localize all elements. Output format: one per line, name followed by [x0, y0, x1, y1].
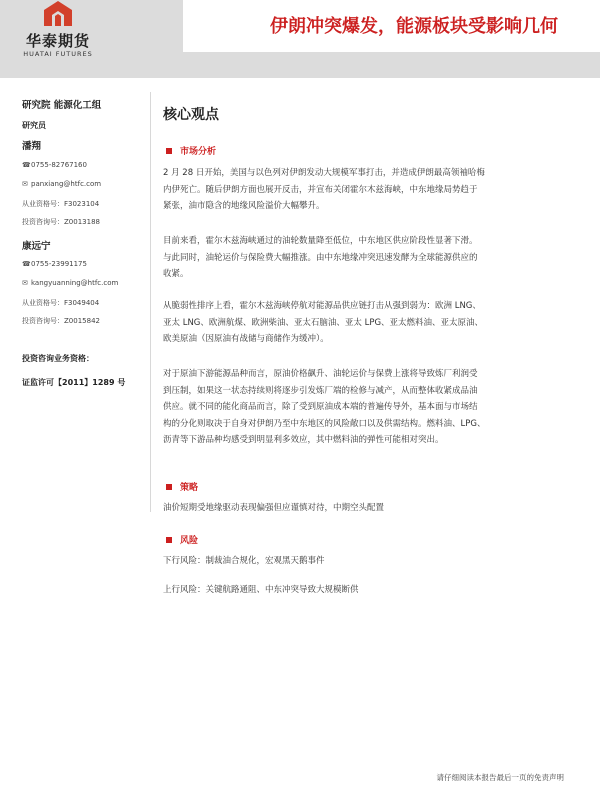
market-paragraph	[163, 366, 573, 449]
analyst-email[interactable]	[22, 279, 118, 287]
downside-risk-text: 下行风险：制裁油合规化，宏观黑天鹅事件	[163, 556, 325, 566]
qualification-value: 证监许可【2011】1289 号	[22, 378, 126, 387]
strategy-heading	[163, 476, 198, 495]
analyst-phone-number: 0755-23991175	[31, 260, 87, 268]
analyst-email-address[interactable]: panxiang@htfc.com	[31, 180, 102, 188]
analyst-phone	[22, 161, 87, 169]
market-analysis-heading	[163, 140, 216, 159]
title-banner	[183, 0, 600, 52]
huatai-logo-icon	[41, 0, 75, 26]
analyst-phone-number: 0755-82767160	[31, 161, 87, 169]
analyst-name: 潘翔	[22, 141, 42, 152]
envelope-icon: ✉	[22, 180, 28, 188]
sidebar-divider	[150, 92, 151, 512]
analyst-invest-cert: 投资咨询号：Z0015842	[22, 317, 100, 325]
paragraph-line: 2 月 28 日开始，美国与以色列对伊朗发动大规模军事打击，并造成伊朗最高领袖哈梅	[163, 168, 485, 178]
department-label: 研究院 能源化工组	[22, 100, 102, 111]
paragraph-line: 亚太 LNG、欧洲航煤、欧洲柴油、亚太石脑油、亚太 LPG、亚太燃料油、亚太原油、	[163, 317, 484, 328]
heading-label: 风险	[180, 536, 199, 546]
analyst-email-address[interactable]: kangyuanning@htfc.com	[31, 279, 119, 287]
analyst-cert: 从业资格号：F3023104	[22, 200, 100, 208]
paragraph-line: 供应。就不同的能化商品而言，除了受到原油成本端的普遍传导外，基本面与市场结	[163, 402, 478, 412]
market-paragraph	[163, 233, 573, 283]
logo-chinese-name: 华泰期货	[25, 32, 90, 50]
analyst-phone	[22, 260, 87, 268]
upside-risk-text: 上行风险：关键航路通阻、中东冲突导致大规模断供	[163, 585, 359, 595]
red-square-bullet-icon	[166, 484, 172, 490]
heading-label: 策略	[180, 483, 199, 493]
strategy-text: 油价短期受地缘驱动表现偏强但应谨慎对待，中期空头配置	[163, 503, 385, 513]
paragraph-line: 从脆弱性排序上看，霍尔木兹海峡停航对能源品供应链打击从强到弱为：欧洲 LNG、	[163, 301, 481, 311]
paragraph-line: 沥青等下游品种均感受到明显利多效应，其中燃料油的弹性可能相对突出。	[163, 435, 444, 445]
red-square-bullet-icon	[166, 148, 172, 154]
paragraph-line: 目前来看，霍尔木兹海峡通过的油轮数量降至低位，中东地区供应阶段性显著下滑。	[163, 236, 478, 246]
market-paragraph	[163, 298, 573, 348]
report-title: 伊朗冲突爆发，能源板块受影响几何	[270, 16, 558, 37]
phone-icon: ☎	[22, 161, 31, 169]
analyst-name: 康远宁	[22, 241, 51, 252]
paragraph-line: 与此同时，油轮运价与保险费大幅推涨。由中东地缘冲突迅速发酵为全球能源供应的	[163, 252, 478, 263]
envelope-icon: ✉	[22, 279, 28, 287]
analyst-email[interactable]	[22, 180, 101, 188]
risk-heading	[163, 529, 198, 548]
paragraph-line: 对于原油下游能源品种而言，原油价格飙升、油轮运价与保费上涨将导致炼厂利润受	[163, 369, 478, 379]
paragraph-line: 构的分化则取决于自身对伊朗乃至中东地区的风险敞口以及供需结构。燃料油、LPG、	[163, 418, 486, 429]
logo-english-name: HUATAI FUTURES	[23, 50, 93, 58]
paragraph-line: 欧美原油（因原油有战储与商储作为缓冲）。	[163, 334, 329, 344]
analyst-invest-cert: 投资咨询号：Z0013188	[22, 218, 100, 226]
disclaimer-note: 请仔细阅读本报告最后一页的免责声明	[436, 773, 564, 782]
heading-label: 市场分析	[180, 147, 217, 157]
report-header	[0, 0, 600, 78]
paragraph-line: 收紧。	[163, 269, 189, 279]
phone-icon: ☎	[22, 260, 31, 268]
paragraph-line: 内伊死亡。随后伊朗方面也展开反击，并宣布关闭霍尔木兹海峡，中东地缘局势趋于	[163, 184, 478, 195]
analyst-cert: 从业资格号：F3049404	[22, 299, 100, 307]
paragraph-line: 紧张，油市隐含的地缘风险溢价大幅攀升。	[163, 201, 325, 211]
qualification-label: 投资咨询业务资格：	[22, 354, 94, 363]
researchers-label: 研究员	[22, 121, 46, 130]
company-logo	[18, 0, 98, 66]
paragraph-line: 到压制，如果这一状态持续则将逐步引发炼厂端的检修与减产，从而整体收紧成品油	[163, 385, 478, 396]
red-square-bullet-icon	[166, 537, 172, 543]
section-title: 核心观点	[163, 107, 219, 123]
market-paragraph	[163, 165, 573, 215]
